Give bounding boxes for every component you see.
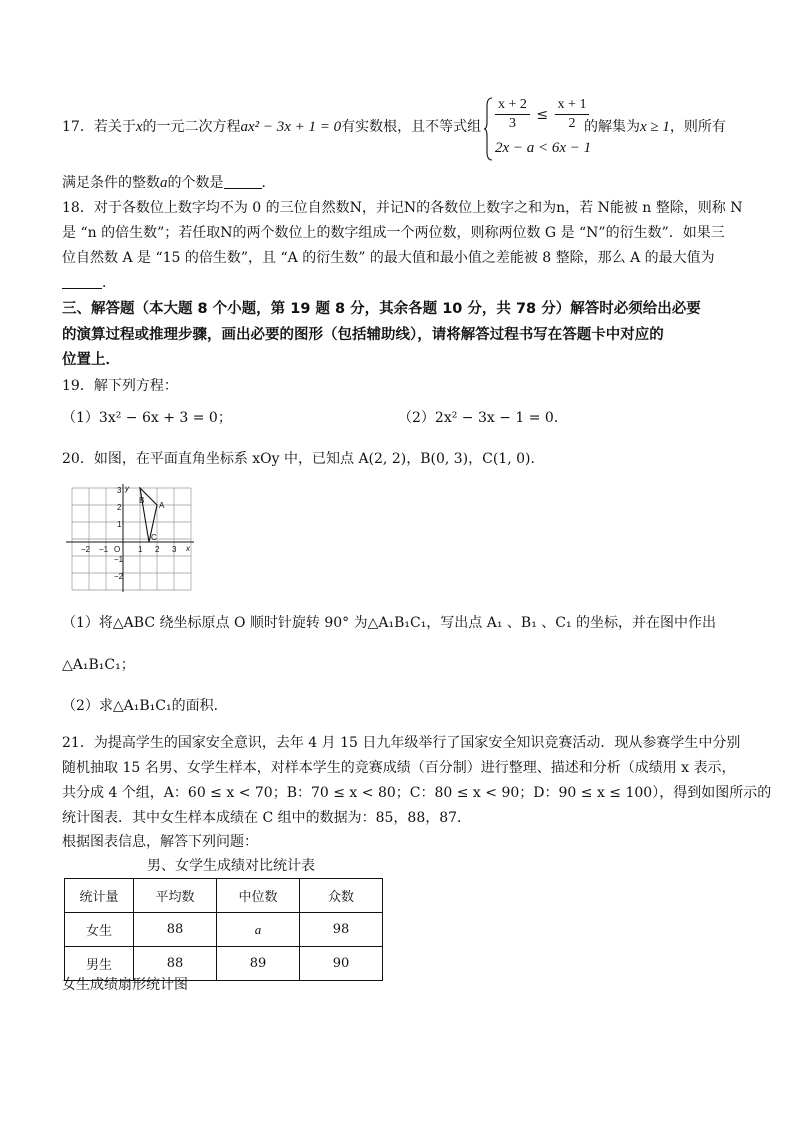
table-cell: 女生 — [65, 913, 134, 947]
table-header-row — [65, 879, 383, 913]
q20-part1-line1: （1）将△ABC 绕坐标原点 O 顺时针旋转 90° 为△A₁B₁C₁，写出点 A₁ 、B₁ 、C₁ 的坐标，并在图中作出 — [62, 615, 717, 631]
text: ，则所有 — [669, 119, 726, 135]
text: ． — [261, 175, 276, 191]
table-header: 统计量 — [65, 879, 134, 913]
q21-line5: 根据图表信息，解答下列问题： — [62, 834, 258, 850]
q18-line4 — [62, 270, 742, 296]
le-sign: ≤ — [536, 106, 549, 123]
inequality-2: 2x − a < 6x − 1 — [495, 140, 592, 156]
q20-part2: （2）求△A₁B₁C₁的面积． — [62, 698, 228, 714]
q20-title: 20．如图，在平面直角坐标系 xOy 中，已知点 A(2, 2)，B(0, 3)，C(1, 0)． — [62, 451, 545, 467]
text: 17．若关于 — [62, 119, 136, 135]
stats-table — [64, 878, 383, 981]
table-header: 平均数 — [134, 879, 217, 913]
q19-part1: （1）3x² − 6x + 3 = 0； — [62, 410, 232, 426]
q18-line3: 位自然数 A 是 “15 的倍生数”，且 “A 的衍生数” 的最大值和最小值之差能被 8 整除，那么 A 的最大值为 — [62, 250, 715, 266]
point-a-label: A — [159, 501, 165, 510]
q19-title: 19．解下列方程： — [62, 378, 178, 394]
fraction-right: $\frac{x + 1}{2}$ — [555, 96, 590, 133]
equation: ax² − 3x + 1 = 0 — [240, 119, 342, 135]
x-tick: −1 — [99, 545, 109, 554]
pie-chart-caption: 女生成绩扇形统计图 — [62, 977, 188, 993]
var-x: x — [135, 119, 143, 135]
table-cell: 88 — [134, 913, 217, 947]
x-tick: 1 — [138, 545, 143, 554]
q21-line1: 21．为提高学生的国家安全意识，去年 4 月 15 日九年级举行了国家安全知识竞赛活动．现从参赛学生中分别 — [62, 735, 741, 751]
q19-part2: （2）2x² − 3x − 1 = 0． — [398, 410, 568, 426]
table-cell: 男生 — [65, 947, 134, 981]
y-tick: −1 — [114, 555, 124, 564]
table-cell: a — [217, 913, 300, 947]
solution: x ≥ 1 — [640, 119, 670, 135]
answer-blank — [224, 172, 262, 189]
text: 有实数根，且不等式组 — [341, 119, 482, 135]
x-tick: −2 — [81, 545, 91, 554]
table-cell: 98 — [300, 913, 383, 947]
axis-x-label: x — [186, 544, 190, 553]
axis-y-label: y — [125, 484, 129, 493]
point-c-label: C — [151, 533, 157, 542]
text: ． — [102, 275, 116, 291]
table-cell: 88 — [134, 947, 217, 981]
q21-line4: 统计图表．其中女生样本成绩在 C 组中的数据为：85，88，87． — [62, 810, 472, 826]
x-tick: 2 — [155, 545, 160, 554]
grid — [72, 488, 191, 590]
q20-part1-line2: △A₁B₁C₁； — [62, 657, 135, 673]
table-title: 男、女学生成绩对比统计表 — [147, 858, 315, 874]
brace-icon — [483, 96, 493, 162]
q21-line2: 随机抽取 15 名男、女学生样本，对样本学生的竞赛成绩（百分制）进行整理、描述和分析（成绩用 x 表示， — [62, 760, 736, 776]
axes — [66, 484, 194, 592]
q17-line2 — [62, 170, 742, 196]
table-cell: 90 — [300, 947, 383, 981]
table-header: 众数 — [300, 879, 383, 913]
coordinate-graph — [66, 484, 196, 594]
table-row — [65, 913, 383, 947]
y-tick: 2 — [117, 503, 122, 512]
answer-blank — [62, 272, 102, 289]
q21-line3: 共分成 4 个组，A：60 ≤ x < 70；B：70 ≤ x < 80；C：80 ≤ x < 90；D：90 ≤ x ≤ 100），得到如图所示的 — [62, 785, 772, 801]
table-cell: 89 — [217, 947, 300, 981]
text: 的解集为 — [584, 119, 640, 135]
var-a: a — [160, 175, 168, 191]
section3-line3: 位置上． — [62, 352, 120, 368]
q18-line1: 18．对于各数位上数字均不为 0 的三位自然数N，并记N的各数位上数字之和为n，若 N能被 n 整除，则称 N — [62, 200, 743, 216]
section3-line1: 三、解答题（本大题 8 个小题，第 19 题 8 分，其余各题 10 分，共 78 分）解答时必须给出必要 — [62, 301, 701, 317]
section3-line2: 的演算过程或推理步骤，画出必要的图形（包括辅助线），请将解答过程书写在答题卡中对应的 — [62, 327, 664, 343]
point-b-label: B — [139, 496, 145, 505]
text: 的个数是 — [167, 175, 224, 191]
text: 满足条件的整数 — [62, 175, 160, 191]
table-header: 中位数 — [217, 879, 300, 913]
q18-line2: 是 “n 的倍生数”；若任取N的两个数位上的数字组成一个两位数，则称两位数 G 是 “N”的衍生数”．如果三 — [62, 225, 725, 241]
y-tick: 1 — [117, 520, 122, 529]
y-tick: −2 — [114, 572, 124, 581]
origin-label: O — [114, 545, 121, 554]
q17-line1-tail — [584, 114, 764, 140]
x-tick: 3 — [172, 545, 177, 554]
y-tick: 3 — [117, 486, 122, 495]
fraction-left: $\frac{x + 2}{3}$ — [495, 96, 530, 133]
text: 的一元二次方程 — [142, 119, 241, 135]
